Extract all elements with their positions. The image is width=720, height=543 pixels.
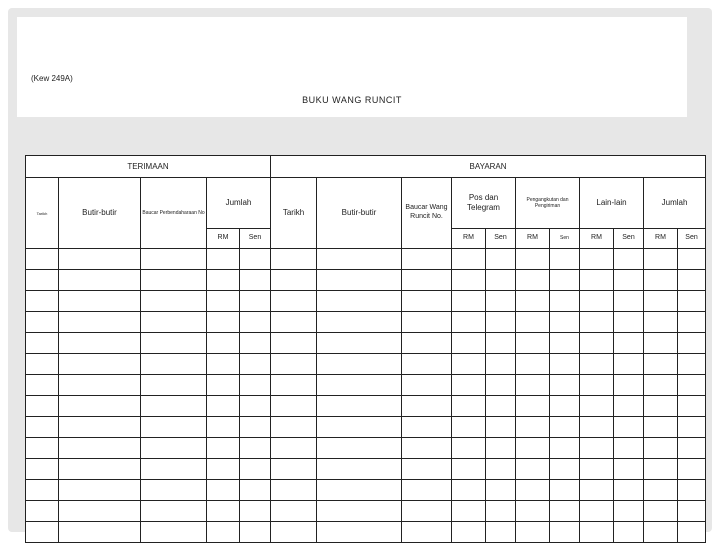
- ledger-cell[interactable]: [452, 417, 486, 438]
- ledger-cell[interactable]: [59, 291, 141, 312]
- col-tarikh-terimaan: Tarikh: [26, 178, 59, 249]
- ledger-cell[interactable]: [644, 459, 678, 480]
- ledger-cell[interactable]: [240, 354, 271, 375]
- ledger-cell[interactable]: [580, 312, 614, 333]
- ledger-cell[interactable]: [207, 270, 240, 291]
- ledger-cell[interactable]: [614, 396, 644, 417]
- ledger-cell[interactable]: [207, 501, 240, 522]
- ledger-cell[interactable]: [516, 312, 550, 333]
- ledger-cell[interactable]: [550, 312, 580, 333]
- ledger-cell[interactable]: [516, 438, 550, 459]
- ledger-cell[interactable]: [580, 501, 614, 522]
- ledger-cell[interactable]: [486, 459, 516, 480]
- ledger-cell[interactable]: [59, 354, 141, 375]
- ledger-cell[interactable]: [240, 249, 271, 270]
- ledger-cell[interactable]: [550, 396, 580, 417]
- ledger-cell[interactable]: [207, 291, 240, 312]
- ledger-row: [26, 333, 706, 354]
- group-bayaran: BAYARAN: [271, 156, 706, 178]
- ledger-cell[interactable]: [271, 396, 317, 417]
- ledger-row: [26, 249, 706, 270]
- ledger-cell[interactable]: [271, 249, 317, 270]
- ledger-cell[interactable]: [207, 312, 240, 333]
- ledger-cell[interactable]: [550, 291, 580, 312]
- column-header-row: [26, 178, 706, 229]
- ledger-cell[interactable]: [271, 480, 317, 501]
- ledger-cell[interactable]: [644, 522, 678, 543]
- ledger-cell[interactable]: [644, 417, 678, 438]
- ledger-cell[interactable]: [240, 438, 271, 459]
- ledger-cell[interactable]: [271, 333, 317, 354]
- ledger-cell[interactable]: [26, 522, 59, 543]
- ledger-cell[interactable]: [271, 312, 317, 333]
- ledger-cell[interactable]: [240, 375, 271, 396]
- col-pengangkutan: Pengangkutan dan Pengiriman: [516, 178, 580, 229]
- ledger-cell[interactable]: [678, 522, 706, 543]
- ledger-cell[interactable]: [59, 375, 141, 396]
- ledger-cell[interactable]: [317, 291, 402, 312]
- ledger-cell[interactable]: [402, 249, 452, 270]
- ledger-cell[interactable]: [614, 480, 644, 501]
- ledger-cell[interactable]: [550, 333, 580, 354]
- ledger-cell[interactable]: [240, 459, 271, 480]
- ledger-cell[interactable]: [678, 396, 706, 417]
- ledger-cell[interactable]: [26, 249, 59, 270]
- ledger-cell[interactable]: [59, 480, 141, 501]
- ledger-cell[interactable]: [402, 333, 452, 354]
- ledger-cell[interactable]: [516, 522, 550, 543]
- ledger-row: [26, 438, 706, 459]
- form-code: (Kew 249A): [31, 74, 73, 83]
- ledger-cell[interactable]: [614, 291, 644, 312]
- ledger-cell[interactable]: [317, 522, 402, 543]
- ledger-cell[interactable]: [26, 354, 59, 375]
- ledger-row: [26, 270, 706, 291]
- ledger-cell[interactable]: [271, 291, 317, 312]
- ledger-cell[interactable]: [580, 396, 614, 417]
- col-tarikh-bayaran: Tarikh: [271, 178, 317, 249]
- ledger-cell[interactable]: [240, 396, 271, 417]
- col-butir-bayaran: Butir-butir: [317, 178, 402, 249]
- ledger-cell[interactable]: [141, 417, 207, 438]
- ledger-cell[interactable]: [516, 459, 550, 480]
- unit-rm: RM: [207, 229, 240, 249]
- ledger-cell[interactable]: [240, 501, 271, 522]
- ledger-cell[interactable]: [486, 249, 516, 270]
- ledger-cell[interactable]: [141, 501, 207, 522]
- ledger-cell[interactable]: [644, 375, 678, 396]
- ledger-cell[interactable]: [207, 396, 240, 417]
- ledger-row: [26, 522, 706, 543]
- ledger-cell[interactable]: [402, 312, 452, 333]
- ledger-cell[interactable]: [271, 501, 317, 522]
- ledger-cell[interactable]: [678, 375, 706, 396]
- unit-rm: RM: [644, 229, 678, 249]
- ledger-cell[interactable]: [141, 270, 207, 291]
- ledger-cell[interactable]: [59, 333, 141, 354]
- ledger-cell[interactable]: [614, 522, 644, 543]
- ledger-cell[interactable]: [207, 522, 240, 543]
- ledger-cell[interactable]: [614, 417, 644, 438]
- ledger-cell[interactable]: [452, 522, 486, 543]
- ledger-cell[interactable]: [26, 480, 59, 501]
- ledger-cell[interactable]: [614, 375, 644, 396]
- unit-sen: Sen: [614, 229, 644, 249]
- ledger-cell[interactable]: [580, 522, 614, 543]
- ledger-cell[interactable]: [59, 501, 141, 522]
- unit-sen: Sen: [678, 229, 706, 249]
- ledger-cell[interactable]: [317, 270, 402, 291]
- ledger-row: [26, 501, 706, 522]
- ledger-cell[interactable]: [614, 459, 644, 480]
- ledger-cell[interactable]: [644, 333, 678, 354]
- petty-cash-ledger-table: [25, 155, 706, 543]
- ledger-cell[interactable]: [26, 312, 59, 333]
- ledger-cell[interactable]: [26, 375, 59, 396]
- ledger-cell[interactable]: [614, 333, 644, 354]
- ledger-cell[interactable]: [317, 396, 402, 417]
- ledger-cell[interactable]: [141, 312, 207, 333]
- ledger-cell[interactable]: [486, 312, 516, 333]
- ledger-cell[interactable]: [59, 522, 141, 543]
- ledger-cell[interactable]: [644, 438, 678, 459]
- ledger-cell[interactable]: [271, 522, 317, 543]
- ledger-cell[interactable]: [678, 333, 706, 354]
- ledger-cell[interactable]: [26, 270, 59, 291]
- ledger-cell[interactable]: [516, 270, 550, 291]
- ledger-cell[interactable]: [141, 354, 207, 375]
- ledger-cell[interactable]: [141, 438, 207, 459]
- ledger-cell[interactable]: [516, 354, 550, 375]
- ledger-cell[interactable]: [26, 333, 59, 354]
- ledger-cell[interactable]: [26, 417, 59, 438]
- ledger-cell[interactable]: [644, 501, 678, 522]
- ledger-cell[interactable]: [207, 417, 240, 438]
- ledger-cell[interactable]: [271, 375, 317, 396]
- ledger-cell[interactable]: [240, 480, 271, 501]
- ledger-cell[interactable]: [516, 501, 550, 522]
- ledger-cell[interactable]: [271, 354, 317, 375]
- ledger-cell[interactable]: [141, 249, 207, 270]
- ledger-cell[interactable]: [550, 438, 580, 459]
- unit-rm: RM: [452, 229, 486, 249]
- ledger-cell[interactable]: [141, 522, 207, 543]
- ledger-cell[interactable]: [580, 270, 614, 291]
- ledger-cell[interactable]: [59, 249, 141, 270]
- ledger-row: [26, 354, 706, 375]
- ledger-cell[interactable]: [452, 396, 486, 417]
- ledger-cell[interactable]: [452, 459, 486, 480]
- ledger-cell[interactable]: [240, 291, 271, 312]
- ledger-cell[interactable]: [678, 417, 706, 438]
- ledger-cell[interactable]: [452, 438, 486, 459]
- ledger-cell[interactable]: [271, 417, 317, 438]
- ledger-cell[interactable]: [452, 312, 486, 333]
- ledger-cell[interactable]: [452, 249, 486, 270]
- col-baucar-perbendaharaan: Baucar Perbendaharaan No: [141, 178, 207, 249]
- ledger-cell[interactable]: [317, 375, 402, 396]
- ledger-cell[interactable]: [402, 354, 452, 375]
- document-title: BUKU WANG RUNCIT: [302, 95, 402, 105]
- ledger-cell[interactable]: [317, 354, 402, 375]
- ledger-cell[interactable]: [207, 375, 240, 396]
- ledger-cell[interactable]: [580, 375, 614, 396]
- ledger-cell[interactable]: [402, 375, 452, 396]
- ledger-cell[interactable]: [516, 249, 550, 270]
- ledger-cell[interactable]: [240, 417, 271, 438]
- unit-sen: Sen: [240, 229, 271, 249]
- ledger-cell[interactable]: [486, 333, 516, 354]
- ledger-cell[interactable]: [59, 459, 141, 480]
- unit-sen: Sen: [550, 229, 580, 249]
- col-butir-terimaan: Butir-butir: [59, 178, 141, 249]
- ledger-cell[interactable]: [678, 270, 706, 291]
- ledger-cell[interactable]: [402, 291, 452, 312]
- ledger-cell[interactable]: [452, 501, 486, 522]
- ledger-cell[interactable]: [580, 438, 614, 459]
- ledger-row: [26, 312, 706, 333]
- ledger-cell[interactable]: [516, 396, 550, 417]
- ledger-cell[interactable]: [26, 438, 59, 459]
- ledger-cell[interactable]: [59, 396, 141, 417]
- ledger-cell[interactable]: [452, 354, 486, 375]
- ledger-cell[interactable]: [644, 312, 678, 333]
- ledger-cell[interactable]: [550, 249, 580, 270]
- ledger-cell[interactable]: [141, 333, 207, 354]
- ledger-cell[interactable]: [678, 501, 706, 522]
- ledger-cell[interactable]: [207, 354, 240, 375]
- ledger-cell[interactable]: [614, 270, 644, 291]
- ledger-cell[interactable]: [317, 459, 402, 480]
- col-jumlah-terimaan: Jumlah: [207, 178, 271, 229]
- ledger-cell[interactable]: [452, 333, 486, 354]
- unit-sen: Sen: [486, 229, 516, 249]
- ledger-cell[interactable]: [271, 459, 317, 480]
- ledger-cell[interactable]: [26, 291, 59, 312]
- ledger-row: [26, 480, 706, 501]
- col-baucar-wang-runcit: Baucar Wang Runcit No.: [402, 178, 452, 249]
- ledger-cell[interactable]: [452, 480, 486, 501]
- ledger-cell[interactable]: [486, 501, 516, 522]
- ledger-cell[interactable]: [26, 396, 59, 417]
- ledger-cell[interactable]: [271, 270, 317, 291]
- col-pos-telegram: Pos dan Telegram: [452, 178, 516, 229]
- ledger-cell[interactable]: [614, 354, 644, 375]
- unit-rm: RM: [580, 229, 614, 249]
- col-jumlah-bayaran: Jumlah: [644, 178, 706, 229]
- ledger-cell[interactable]: [644, 354, 678, 375]
- ledger-row: [26, 375, 706, 396]
- ledger-cell[interactable]: [516, 291, 550, 312]
- ledger-cell[interactable]: [580, 291, 614, 312]
- ledger-cell[interactable]: [402, 270, 452, 291]
- ledger-cell[interactable]: [614, 249, 644, 270]
- ledger-cell[interactable]: [207, 480, 240, 501]
- ledger-cell[interactable]: [580, 480, 614, 501]
- ledger-cell[interactable]: [678, 354, 706, 375]
- ledger-cell[interactable]: [317, 312, 402, 333]
- ledger-cell[interactable]: [614, 438, 644, 459]
- ledger-cell[interactable]: [452, 291, 486, 312]
- ledger-cell[interactable]: [452, 270, 486, 291]
- ledger-cell[interactable]: [59, 312, 141, 333]
- ledger-cell[interactable]: [644, 270, 678, 291]
- ledger-cell[interactable]: [614, 312, 644, 333]
- ledger-cell[interactable]: [614, 501, 644, 522]
- ledger-cell[interactable]: [550, 270, 580, 291]
- ledger-cell[interactable]: [402, 459, 452, 480]
- ledger-cell[interactable]: [207, 249, 240, 270]
- ledger-cell[interactable]: [516, 417, 550, 438]
- ledger-cell[interactable]: [452, 375, 486, 396]
- ledger-cell[interactable]: [486, 375, 516, 396]
- ledger-cell[interactable]: [678, 291, 706, 312]
- ledger-cell[interactable]: [678, 438, 706, 459]
- ledger-cell[interactable]: [486, 291, 516, 312]
- group-header-row: [26, 156, 706, 178]
- ledger-cell[interactable]: [59, 417, 141, 438]
- ledger-cell[interactable]: [141, 459, 207, 480]
- ledger-cell[interactable]: [550, 417, 580, 438]
- ledger-cell[interactable]: [486, 417, 516, 438]
- ledger-row: [26, 417, 706, 438]
- ledger-cell[interactable]: [59, 438, 141, 459]
- ledger-cell[interactable]: [402, 417, 452, 438]
- ledger-cell[interactable]: [644, 291, 678, 312]
- ledger-cell[interactable]: [26, 501, 59, 522]
- group-terimaan: TERIMAAN: [26, 156, 271, 178]
- ledger-cell[interactable]: [26, 459, 59, 480]
- ledger-cell[interactable]: [580, 459, 614, 480]
- ledger-row: [26, 396, 706, 417]
- ledger-cell[interactable]: [486, 270, 516, 291]
- ledger-cell[interactable]: [678, 459, 706, 480]
- ledger-cell[interactable]: [402, 438, 452, 459]
- ledger-cell[interactable]: [207, 459, 240, 480]
- ledger-cell[interactable]: [550, 459, 580, 480]
- ledger-cell[interactable]: [580, 249, 614, 270]
- ledger-cell[interactable]: [59, 270, 141, 291]
- unit-rm: RM: [516, 229, 550, 249]
- ledger-cell[interactable]: [402, 396, 452, 417]
- ledger-cell[interactable]: [240, 312, 271, 333]
- ledger-cell[interactable]: [402, 501, 452, 522]
- ledger-cell[interactable]: [240, 270, 271, 291]
- ledger-cell[interactable]: [402, 522, 452, 543]
- document-header: [17, 17, 687, 117]
- ledger-cell[interactable]: [486, 480, 516, 501]
- ledger-cell[interactable]: [550, 501, 580, 522]
- ledger-cell[interactable]: [207, 438, 240, 459]
- ledger-cell[interactable]: [550, 522, 580, 543]
- ledger-cell[interactable]: [317, 480, 402, 501]
- ledger-cell[interactable]: [550, 375, 580, 396]
- ledger-cell[interactable]: [317, 501, 402, 522]
- ledger-cell[interactable]: [550, 480, 580, 501]
- ledger-cell[interactable]: [486, 396, 516, 417]
- ledger-cell[interactable]: [580, 354, 614, 375]
- ledger-cell[interactable]: [317, 417, 402, 438]
- ledger-row: [26, 459, 706, 480]
- ledger-cell[interactable]: [141, 396, 207, 417]
- ledger-cell[interactable]: [516, 480, 550, 501]
- ledger-cell[interactable]: [141, 375, 207, 396]
- ledger-cell[interactable]: [550, 354, 580, 375]
- ledger-cell[interactable]: [516, 375, 550, 396]
- ledger-cell[interactable]: [678, 312, 706, 333]
- ledger-cell[interactable]: [516, 333, 550, 354]
- ledger-cell[interactable]: [240, 522, 271, 543]
- ledger-cell[interactable]: [141, 480, 207, 501]
- ledger-cell[interactable]: [317, 333, 402, 354]
- ledger-cell[interactable]: [207, 333, 240, 354]
- ledger-cell[interactable]: [678, 480, 706, 501]
- ledger-cell[interactable]: [678, 249, 706, 270]
- ledger-cell[interactable]: [644, 480, 678, 501]
- ledger-cell[interactable]: [402, 480, 452, 501]
- ledger-cell[interactable]: [271, 438, 317, 459]
- ledger-cell[interactable]: [580, 417, 614, 438]
- ledger-cell[interactable]: [644, 249, 678, 270]
- ledger-cell[interactable]: [141, 291, 207, 312]
- ledger-cell[interactable]: [580, 333, 614, 354]
- ledger-cell[interactable]: [317, 438, 402, 459]
- ledger-row: [26, 291, 706, 312]
- ledger-cell[interactable]: [317, 249, 402, 270]
- ledger-cell[interactable]: [486, 438, 516, 459]
- ledger-cell[interactable]: [486, 522, 516, 543]
- ledger-cell[interactable]: [486, 354, 516, 375]
- col-lain-lain: Lain-lain: [580, 178, 644, 229]
- ledger-cell[interactable]: [240, 333, 271, 354]
- ledger-cell[interactable]: [644, 396, 678, 417]
